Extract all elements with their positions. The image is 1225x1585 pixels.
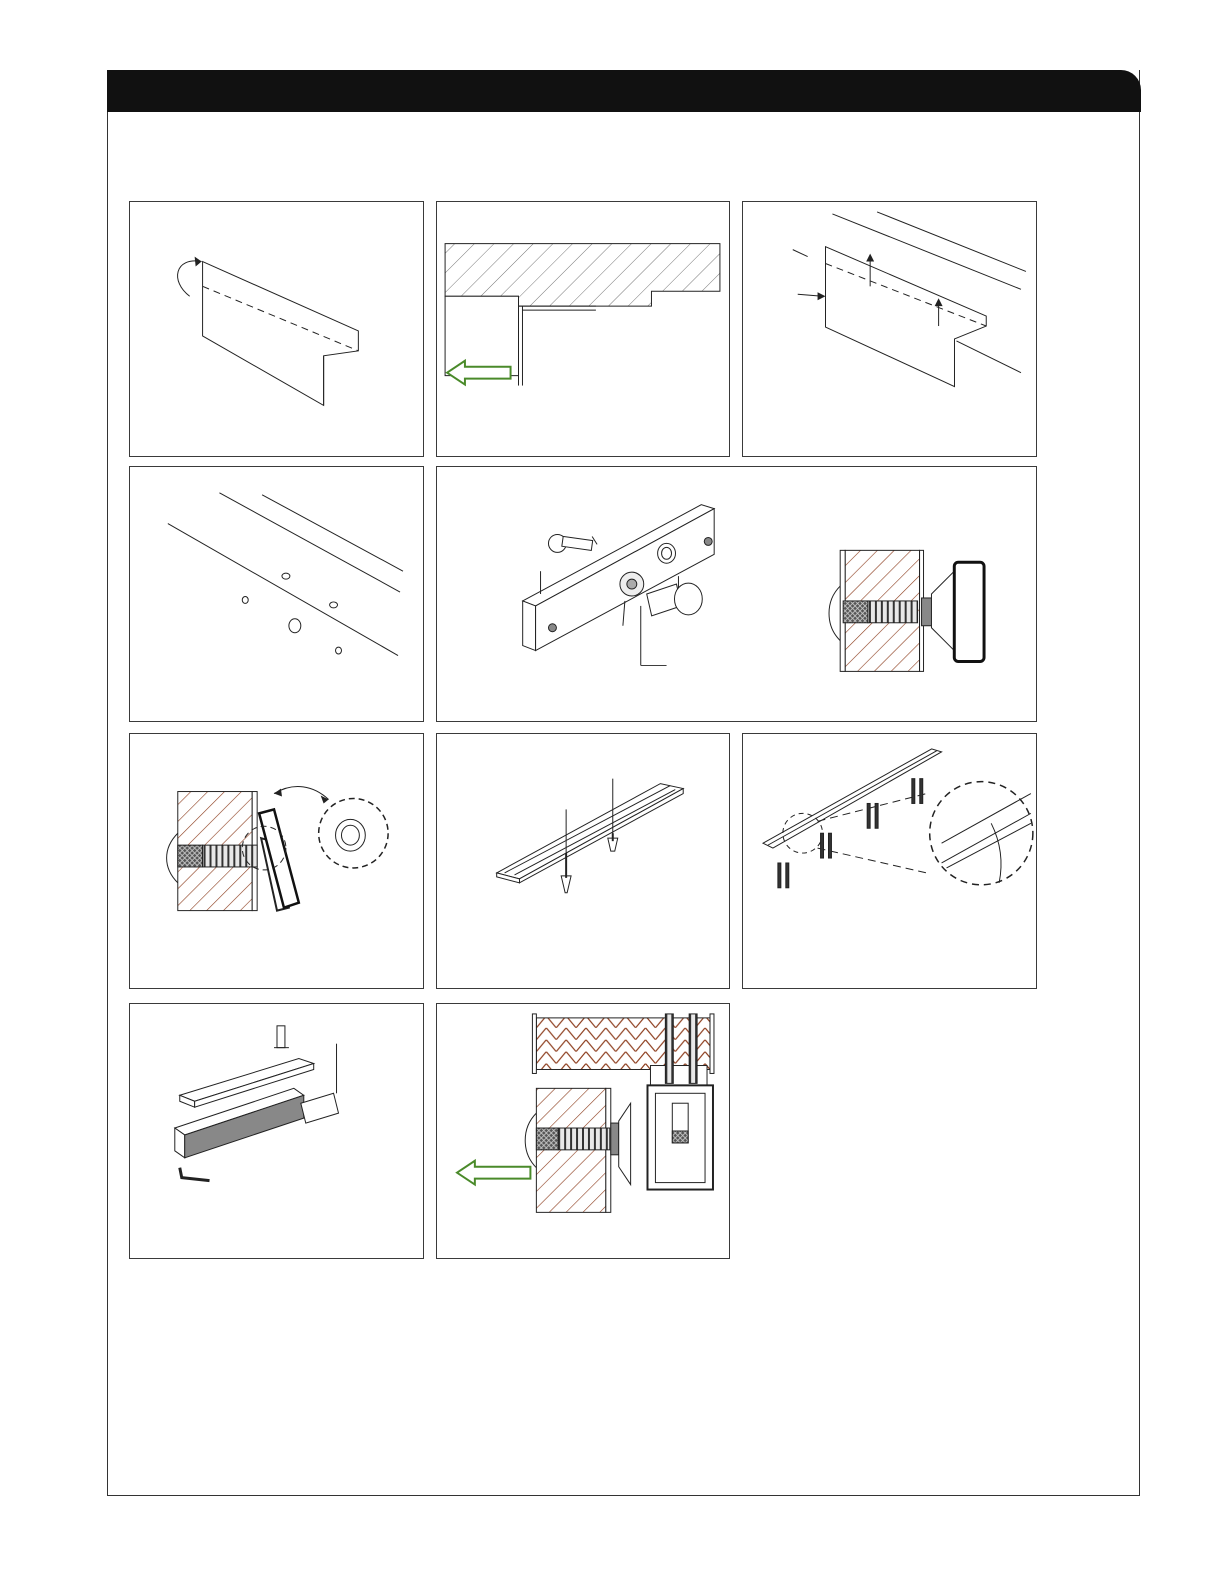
step-panel-apply-template-frame <box>436 201 730 457</box>
fold-template-diagram <box>130 202 423 456</box>
step-panel-drilled-holes <box>129 466 424 722</box>
step-panel-magnet-assembly <box>129 1003 424 1259</box>
step-panel-fold-template <box>129 201 424 457</box>
align-template-diagram <box>743 202 1036 456</box>
mount-plate-screws-diagram <box>437 734 729 988</box>
armature-pivot-diagram <box>130 734 423 988</box>
apply-template-frame-diagram <box>437 202 729 456</box>
armature-assembly-diagram <box>437 467 1036 721</box>
drilled-holes-diagram <box>130 467 423 721</box>
magnet-assembly-diagram <box>130 1004 423 1258</box>
step-panel-mount-plate-screws <box>436 733 730 989</box>
step-panel-armature-pivot <box>129 733 424 989</box>
final-section-diagram <box>437 1004 729 1258</box>
green-arrow-icon <box>457 1161 530 1185</box>
header-bar <box>107 70 1141 112</box>
step-panel-align-template <box>742 201 1037 457</box>
step-panel-armature-assembly <box>436 466 1037 722</box>
mount-plate-install-diagram <box>743 734 1036 988</box>
step-panel-final-section <box>436 1003 730 1259</box>
step-panel-mount-plate-install <box>742 733 1037 989</box>
